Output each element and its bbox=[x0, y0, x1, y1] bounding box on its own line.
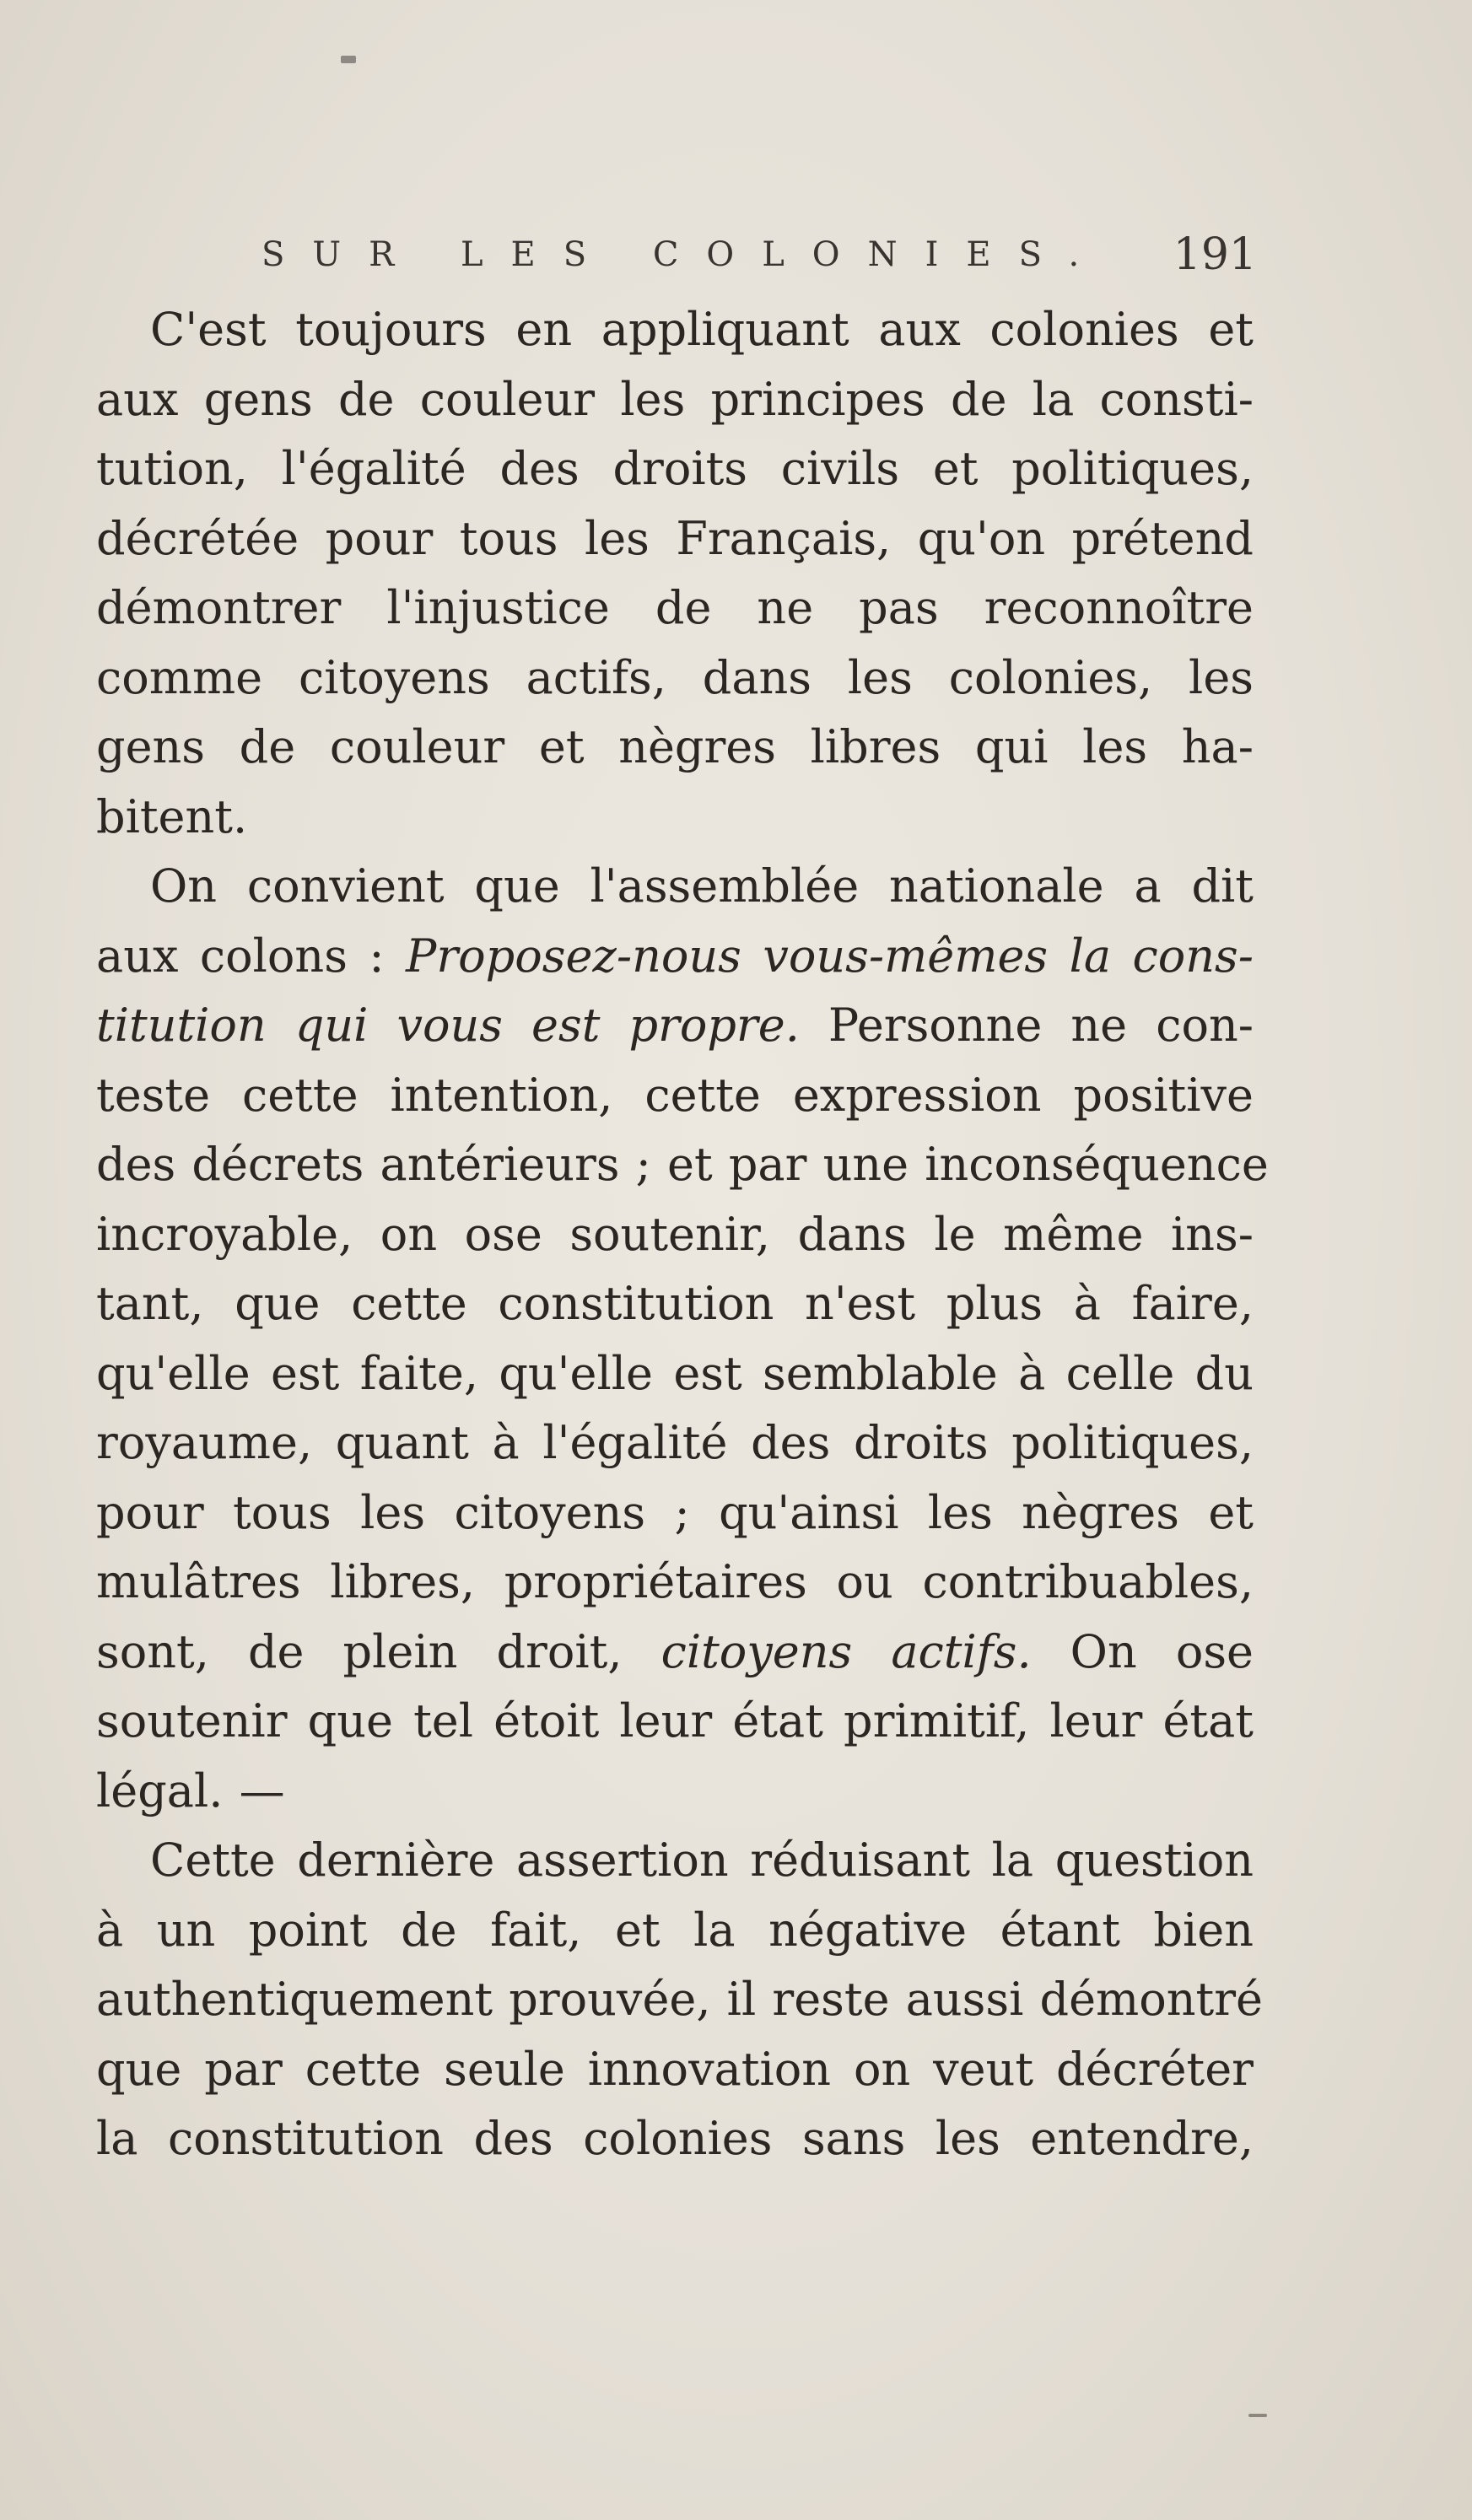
text-segment: On ose bbox=[1031, 1624, 1254, 1678]
text-segment: légal. — bbox=[96, 1763, 285, 1817]
text-line bbox=[96, 573, 1254, 643]
running-title: SUR LES COLONIES. bbox=[262, 235, 1108, 274]
text-line bbox=[96, 643, 1254, 713]
text-line bbox=[96, 504, 1254, 574]
italic-text: Proposez-nous vous-mêmes la cons- bbox=[406, 929, 1254, 983]
text-line bbox=[96, 2035, 1254, 2105]
text-line bbox=[96, 1339, 1254, 1409]
text-segment: la constitution des colonies sans les entendre, bbox=[96, 2112, 1254, 2165]
body-text bbox=[96, 295, 1269, 2174]
text-line bbox=[96, 1896, 1254, 1966]
text-line bbox=[96, 2104, 1254, 2174]
text-segment: teste cette intention, cette expression positive bbox=[96, 1068, 1254, 1122]
text-line bbox=[96, 1826, 1254, 1896]
text-segment: tution, l'égalité des droits civils et politiques, bbox=[96, 442, 1254, 495]
text-segment: à un point de fait, et la négative étant bien bbox=[96, 1903, 1254, 1957]
text-segment: royaume, quant à l'égalité des droits politiques, bbox=[96, 1416, 1254, 1469]
text-line bbox=[96, 1757, 1254, 1827]
text-segment: mulâtres libres, propriétaires ou contribuables, bbox=[96, 1555, 1254, 1608]
text-segment: tant, que cette constitution n'est plus à faire, bbox=[96, 1277, 1254, 1330]
text-segment: gens de couleur et nègres libres qui les ha- bbox=[96, 720, 1254, 773]
text-segment: incroyable, on ose soutenir, dans le même ins- bbox=[96, 1207, 1254, 1261]
text-segment: que par cette seule innovation on veut décréter bbox=[96, 2042, 1254, 2096]
text-segment: bitent. bbox=[96, 789, 248, 843]
text-segment: soutenir que tel étoit leur état primitif, leur état bbox=[96, 1694, 1254, 1747]
text-line bbox=[96, 1200, 1254, 1270]
page-number: 191 bbox=[1173, 229, 1257, 280]
text-segment: C'est toujours en appliquant aux colonies et bbox=[150, 303, 1254, 356]
text-line bbox=[96, 922, 1254, 992]
text-line bbox=[96, 713, 1254, 783]
text-line bbox=[96, 295, 1254, 365]
text-line bbox=[96, 1061, 1254, 1131]
text-line bbox=[96, 1687, 1254, 1757]
text-line bbox=[96, 1618, 1254, 1688]
text-segment: comme citoyens actifs, dans les colonies, les bbox=[96, 650, 1254, 704]
text-line bbox=[96, 1478, 1254, 1548]
text-segment: des décrets antérieurs ; et par une inconséquence bbox=[96, 1138, 1269, 1191]
text-line bbox=[96, 1965, 1264, 2035]
text-line bbox=[96, 365, 1254, 435]
running-head bbox=[262, 229, 1257, 280]
ink-speck bbox=[341, 56, 356, 63]
text-line bbox=[96, 1548, 1254, 1618]
text-segment: aux colons : bbox=[96, 929, 407, 983]
text-line bbox=[96, 991, 1254, 1061]
text-line bbox=[96, 1130, 1269, 1200]
text-segment: Personne ne con- bbox=[799, 999, 1254, 1052]
ink-speck bbox=[1248, 2414, 1267, 2417]
text-line bbox=[96, 1408, 1254, 1478]
text-line bbox=[96, 852, 1254, 922]
text-line bbox=[96, 434, 1254, 504]
text-segment: sont, de plein droit, bbox=[96, 1624, 661, 1678]
text-segment: On convient que l'assemblée nationale a dit bbox=[150, 859, 1254, 913]
text-line bbox=[96, 1269, 1254, 1339]
text-segment: qu'elle est faite, qu'elle est semblable à celle du bbox=[96, 1346, 1254, 1400]
text-line bbox=[96, 783, 1254, 853]
text-segment: aux gens de couleur les principes de la consti- bbox=[96, 372, 1254, 426]
text-segment: démontrer l'injustice de ne pas reconnoître bbox=[96, 581, 1254, 634]
text-segment: Cette dernière assertion réduisant la question bbox=[150, 1833, 1254, 1887]
italic-text: citoyens actifs. bbox=[661, 1624, 1032, 1678]
text-segment: pour tous les citoyens ; qu'ainsi les nègres et bbox=[96, 1485, 1254, 1539]
text-segment: authentiquement prouvée, il reste aussi démontré bbox=[96, 1973, 1264, 2026]
text-segment: décrétée pour tous les Français, qu'on prétend bbox=[96, 511, 1254, 565]
italic-text: titution qui vous est propre. bbox=[96, 999, 800, 1052]
